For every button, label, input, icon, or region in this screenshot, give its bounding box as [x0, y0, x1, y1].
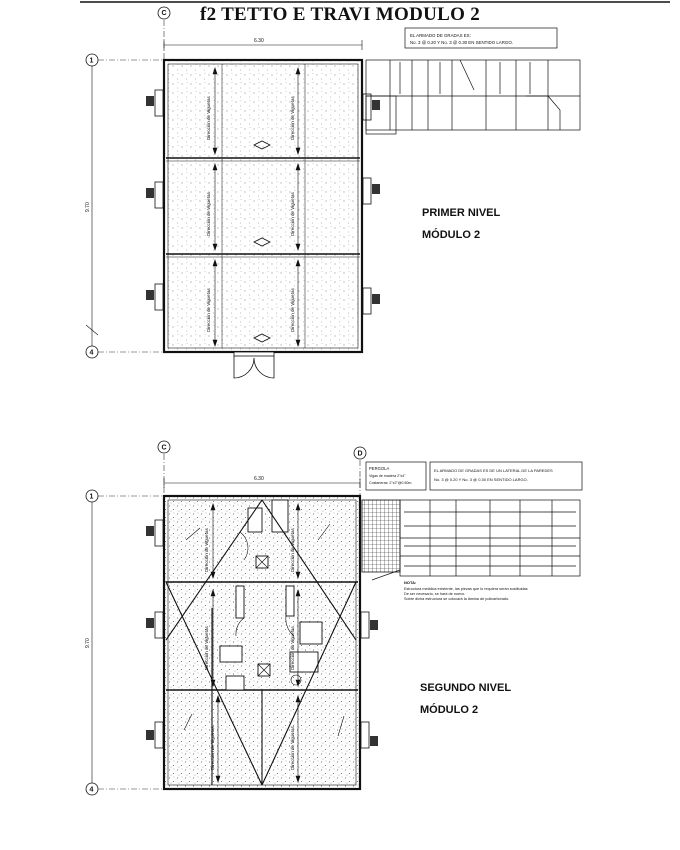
- top-grid-col-c: C: [161, 10, 167, 17]
- joist-direction-label: Dirección de Viguetas: [206, 96, 211, 140]
- pergola-note-line2: Vigas de madera 2"x4": [369, 474, 406, 478]
- bottom-stair-note-line1: EL ARMADO DE GRADAS ES DE UN LATERAL DE LA PAREDES: [434, 468, 553, 473]
- joist-direction-label: Dirección de Viguetas: [210, 726, 215, 770]
- pergola-note-line1: PERGOLA: [369, 466, 390, 471]
- joist-direction-label: Dirección de Viguetas: [204, 528, 209, 572]
- joist-direction-label: Dirección de Viguetas: [290, 726, 295, 770]
- top-width-dimension: 6.30: [254, 38, 264, 44]
- pergola-note-line3: Costaneras: 2"x2"@0.50m.: [369, 481, 413, 485]
- bottom-grid-row-1: 1: [89, 493, 94, 501]
- joist-direction-label: Dirección de Viguetas: [290, 528, 295, 572]
- bottom-level-label: SEGUNDO NIVEL: [420, 682, 512, 694]
- bottom-module-label: MÓDULO 2: [420, 704, 479, 716]
- structure-note-line3: Sobre dicha estructura se colocará la lámina de policarbonato.: [404, 597, 510, 601]
- top-height-dimension: 9.70: [85, 202, 91, 212]
- joist-direction-label: Dirección de Viguetas: [290, 288, 295, 332]
- structure-note-line2: De ser necesario, se hará de nuevo.: [404, 592, 466, 596]
- top-module-label: MÓDULO 2: [422, 229, 481, 241]
- bottom-width-dimension: 6.30: [254, 476, 264, 482]
- top-level-label: PRIMER NIVEL: [422, 207, 501, 219]
- bottom-grid-row-4: 4: [89, 786, 94, 794]
- bottom-plan: [85, 441, 582, 795]
- drawing-title: f2 TETTO E TRAVI MODULO 2: [199, 4, 481, 25]
- structure-note-line1: Estructura metálica existente, las piezas que lo requiera serán sustituidas: [404, 587, 528, 591]
- top-stair-note-line1: EL ARMADO DE GRADAS ES:: [410, 33, 471, 38]
- bottom-grid-col-d: D: [357, 450, 363, 458]
- bottom-height-dimension: 9.70: [85, 638, 91, 648]
- joist-direction-label: Dirección de Viguetas: [206, 192, 211, 236]
- joist-direction-label: Dirección de Viguetas: [204, 626, 209, 670]
- bottom-grid-col-c: C: [161, 444, 167, 452]
- top-plan: [85, 7, 580, 378]
- joist-direction-label: Dirección de Viguetas: [206, 288, 211, 332]
- top-grid-row-1: 1: [89, 57, 94, 65]
- top-stair-note-line2: No. 3 @ 0.20 Y No. 3 @ 0.30 EN SENTIDO LARGO.: [410, 40, 513, 45]
- joist-direction-label: Dirección de Viguetas: [290, 626, 295, 670]
- top-grid-row-4: 4: [89, 349, 94, 357]
- bottom-stair-note-line2: No. 3 @ 0.20 Y No. 3 @ 0.30 EN SENTIDO LARGO.: [434, 477, 528, 482]
- joist-direction-label: Dirección de Viguetas: [290, 96, 295, 140]
- structure-note-heading: NOTA:: [404, 580, 417, 585]
- joist-direction-label: Dirección de Viguetas: [290, 192, 295, 236]
